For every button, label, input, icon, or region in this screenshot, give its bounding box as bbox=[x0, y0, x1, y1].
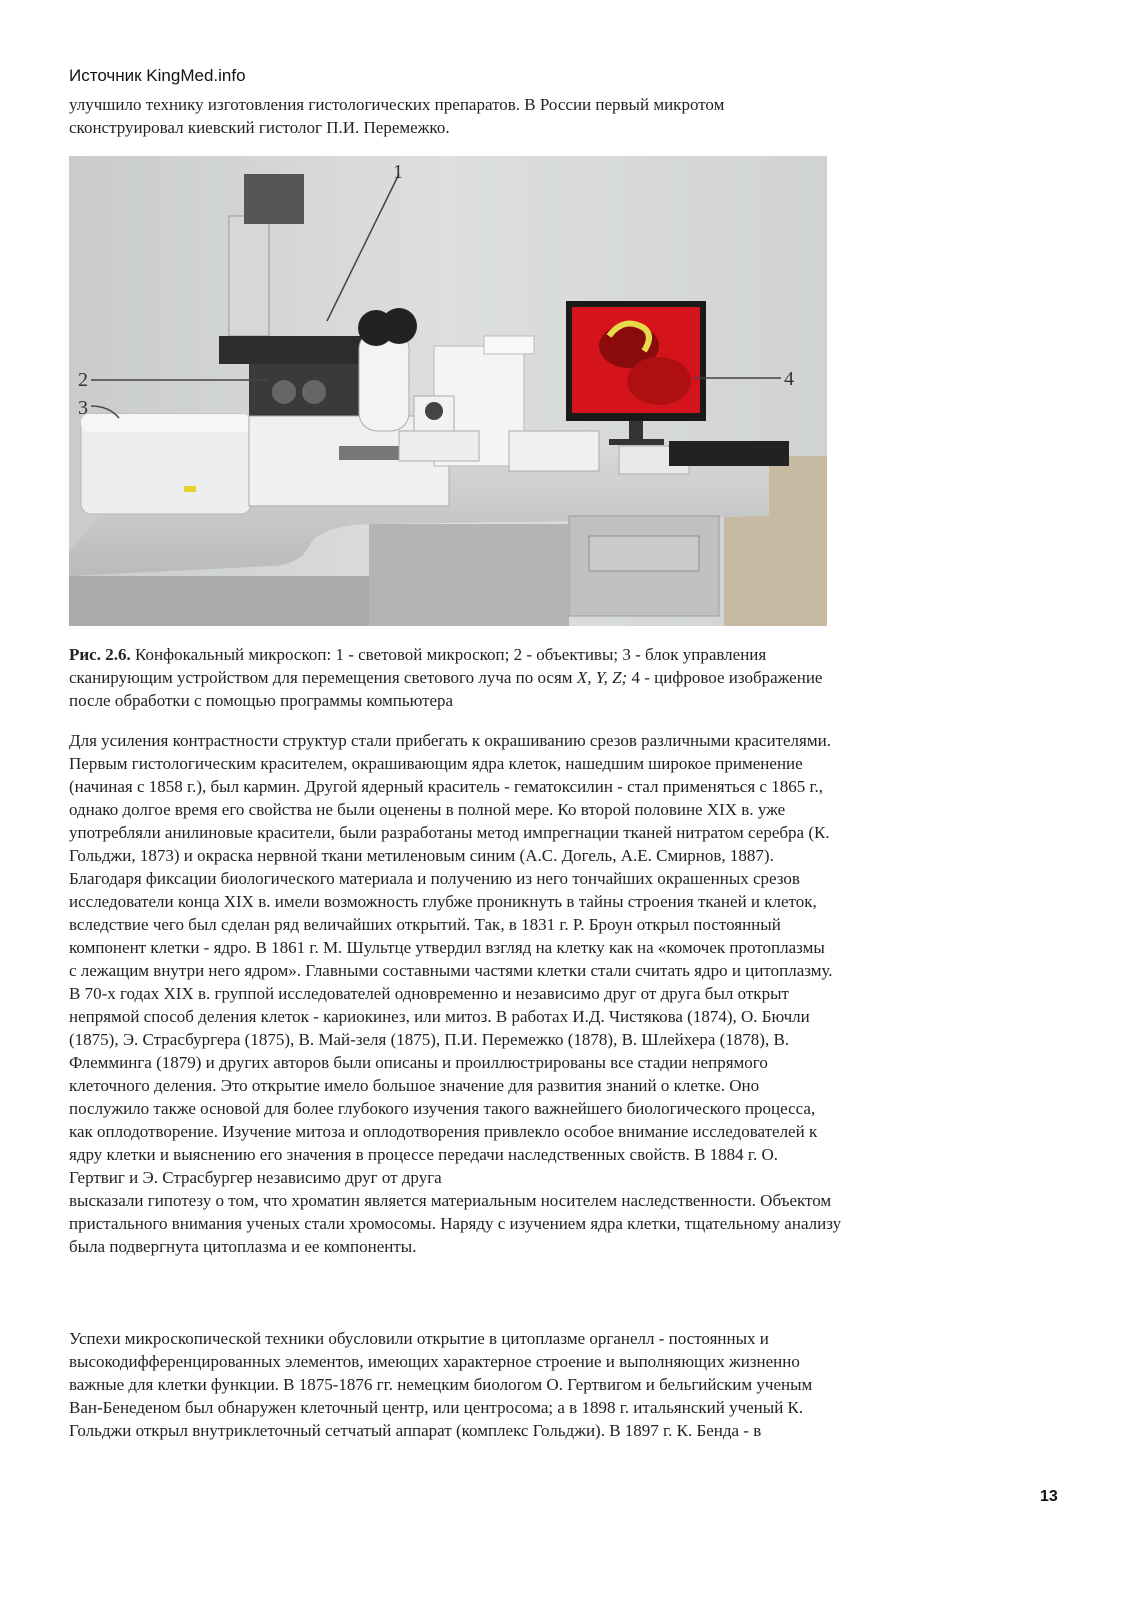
text-line: Успехи микроскопической техники обусловили открытие в цитоплазме органелл - постоянных и bbox=[69, 1329, 769, 1348]
text-line: Ван-Бенеденом был обнаружен клеточный центр, или центросома; а в 1898 г. итальянский ученый К. bbox=[69, 1398, 804, 1417]
text-line: употребляли анилиновые красители, были разработаны метод импрегнации тканей нитратом серебра (К. bbox=[69, 823, 830, 842]
paragraph-staining-history bbox=[69, 729, 1069, 1258]
text-line: высокодифференцированных элементов, имеющих характерное строение и выполняющих жизненно bbox=[69, 1352, 800, 1371]
controller-knob bbox=[425, 402, 443, 420]
keypad bbox=[509, 431, 599, 471]
text-line: Гольджи, 1873) и окраска нервной ткани метиленовым синим (А.С. Догель, А.Е. Смирнов, 1887). bbox=[69, 846, 774, 865]
keyboard bbox=[669, 441, 789, 466]
text-line: компонент клетки - ядро. В 1861 г. М. Шультце утвердил взгляд на клетку как на «комочек протоплазмы bbox=[69, 938, 825, 957]
objective-lens bbox=[272, 380, 296, 404]
caption-text: Конфокальный микроскоп: 1 - световой микроскоп; 2 - объективы; 3 - блок управления bbox=[134, 645, 767, 664]
text-line: клеточного деления. Это открытие имело большое значение для развития знаний о клетке. Оно bbox=[69, 1076, 760, 1095]
microscope-eyepiece-body bbox=[359, 331, 409, 431]
text-line: высказали гипотезу о том, что хроматин является материальным носителем наследственности. Объектом bbox=[69, 1191, 832, 1210]
source-header: Источник KingMed.info bbox=[69, 66, 246, 85]
figure-label-3: 3 bbox=[78, 397, 88, 419]
microscope-lamp bbox=[244, 174, 304, 224]
laser-unit-top bbox=[484, 336, 534, 354]
text-line: пристального внимания ученых стали хромосомы. Наряду с изучением ядра клетки, тщательному анализу bbox=[69, 1214, 842, 1233]
figure-label-4: 4 bbox=[784, 368, 794, 390]
caption-label: Рис. 2.6. bbox=[69, 645, 131, 664]
text-line: Флемминга (1879) и других авторов были описаны и проиллюстрированы все стадии непрямого bbox=[69, 1053, 768, 1072]
text-line: непрямой способ деления клеток - кариокинез, или митоз. В работах И.Д. Чистякова (1874), О. Бючли bbox=[69, 1007, 810, 1026]
text-line: Гольджи открыл внутриклеточный сетчатый аппарат (комплекс Гольджи). В 1897 г. К. Бенда - в bbox=[69, 1421, 762, 1440]
monitor-stand bbox=[629, 421, 643, 441]
text-line: сконструировал киевский гистолог П.И. Перемежко. bbox=[69, 118, 450, 137]
microscope-column bbox=[229, 216, 269, 336]
text-line: как оплодотворение. Изучение митоза и оплодотворения привлекло особое внимание исследователей к bbox=[69, 1122, 818, 1141]
eyepiece bbox=[381, 308, 417, 344]
paragraph-organelles bbox=[69, 1327, 1069, 1442]
text-line: важные для клетки функции. В 1875-1876 гг. немецким биологом О. Гертвигом и бельгийским ученым bbox=[69, 1375, 813, 1394]
text-line: с лежащим внутри него ядром». Главными составными частями клетки стали считать ядро и цитоплазму. bbox=[69, 961, 833, 980]
text-line: Для усиления контрастности структур стали прибегать к окрашиванию срезов различными красителями. bbox=[69, 731, 831, 750]
control-unit-top bbox=[81, 414, 251, 432]
text-line: улучшило технику изготовления гистологических препаратов. В России первый микротом bbox=[69, 95, 725, 114]
control-unit-indicator bbox=[184, 486, 196, 492]
caption-line: после обработки с помощью программы компьютера bbox=[69, 691, 454, 710]
text-line: послужило также основой для более глубокого изучения такого важнейшего биологического процесса, bbox=[69, 1099, 816, 1118]
caption-line bbox=[69, 643, 1069, 666]
objective-lens bbox=[302, 380, 326, 404]
confocal-microscope-photo bbox=[69, 156, 827, 626]
monitor-base bbox=[609, 439, 664, 445]
microscope-display bbox=[339, 446, 399, 460]
caption-axes: X, Y, Z; bbox=[576, 668, 628, 687]
controller-base bbox=[399, 431, 479, 461]
text-line: однако долгое время его свойства не были оценены в полной мере. Ко второй половине XIX в. уже bbox=[69, 800, 786, 819]
text-line: В 70-х годах XIX в. группой исследователей одновременно и независимо друг от друга был открыт bbox=[69, 984, 789, 1003]
table-base bbox=[69, 576, 369, 626]
text-line: вследствие чего был сделан ряд величайших открытий. Так, в 1831 г. Р. Броун открыл постоянный bbox=[69, 915, 781, 934]
text-line: была подвергнута цитоплазма и ее компоненты. bbox=[69, 1237, 417, 1256]
figure-label-2: 2 bbox=[78, 369, 88, 391]
table-front bbox=[369, 524, 569, 626]
text-line: Первым гистологическим красителем, окрашивающим ядра клеток, нашедшим широкое применение bbox=[69, 754, 803, 773]
intro-text bbox=[69, 93, 1069, 139]
drawer-front bbox=[589, 536, 699, 571]
text-line: Благодаря фиксации биологического материала и получению из него тончайших окрашенных срезов bbox=[69, 869, 800, 888]
screen-cell bbox=[627, 357, 691, 405]
text-line: ядру клетки и выяснению его значения в процессе передачи наследственных свойств. В 1884 г. О. bbox=[69, 1145, 778, 1164]
text-line: Гертвиг и Э. Страсбургер независимо друг от друга bbox=[69, 1168, 442, 1187]
text-line: исследователи конца XIX в. имели возможность глубже проникнуть в тайны строения тканей и клеток, bbox=[69, 892, 817, 911]
caption-line bbox=[69, 666, 1069, 689]
text-line: (начиная с 1858 г.), был кармин. Другой ядерный краситель - гематоксилин - стал применяться с 1865 г., bbox=[69, 777, 824, 796]
figure-label-1: 1 bbox=[393, 161, 403, 183]
page-number: 13 bbox=[1040, 1488, 1058, 1505]
microscope-illustration bbox=[69, 156, 827, 626]
text-line: (1875), Э. Страсбургера (1875), В. Май-зеля (1875), П.И. Перемежко (1878), В. Шлейхера (1878), В. bbox=[69, 1030, 790, 1049]
caption-text: сканирующим устройством для перемещения светового луча по осям bbox=[69, 668, 577, 687]
caption-text: 4 - цифровое изображение bbox=[627, 668, 823, 687]
figure-caption bbox=[69, 643, 1069, 712]
